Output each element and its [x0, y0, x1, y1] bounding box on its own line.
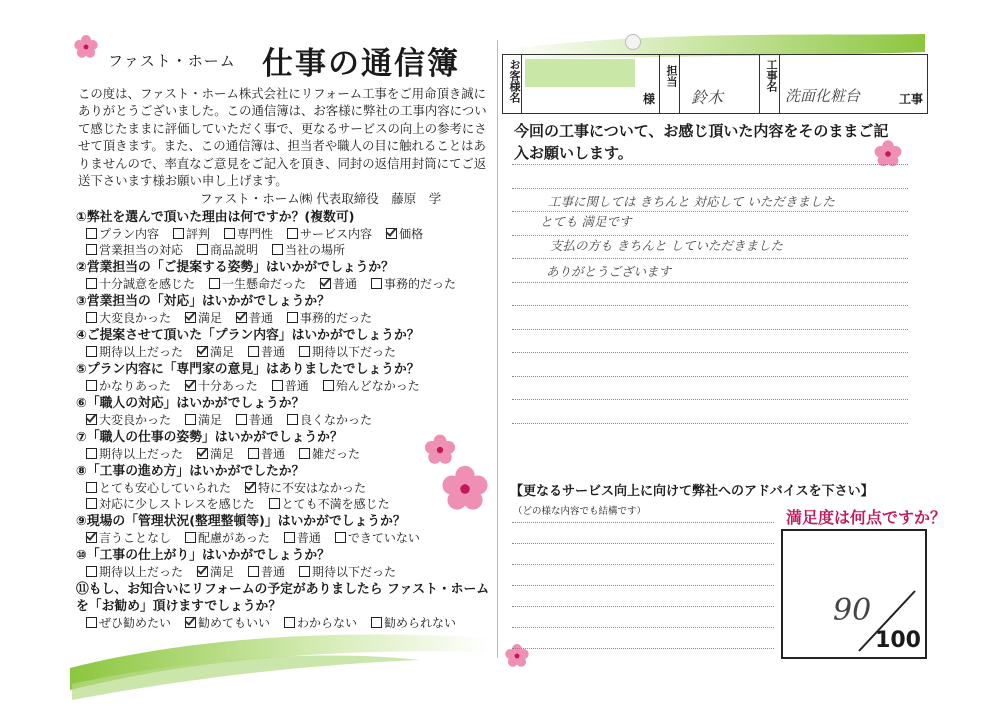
question	[76, 395, 496, 428]
answer-option-label: 期待以下だった	[312, 565, 397, 579]
answer-option[interactable]	[269, 496, 390, 512]
question-options	[76, 564, 496, 580]
answer-option-label: 殆んどなかった	[335, 379, 420, 393]
customer-label: お客様名	[508, 59, 521, 103]
answer-option-label: 期待以上だった	[99, 447, 184, 461]
answer-option-label: 評判	[186, 227, 211, 241]
ruled-line	[512, 564, 774, 565]
answer-option-label: 商品説明	[210, 243, 259, 257]
question-options	[76, 378, 496, 394]
answer-option[interactable]	[236, 310, 273, 326]
answer-option[interactable]	[323, 378, 420, 394]
tanto-value: 鈴木	[691, 88, 724, 107]
checkbox-icon[interactable]	[86, 482, 97, 493]
answer-option-label: 普通	[261, 447, 286, 461]
answer-option[interactable]	[299, 564, 396, 580]
checkbox-icon[interactable]	[224, 228, 235, 239]
checked-checkbox-icon[interactable]	[185, 617, 196, 628]
checkbox-icon[interactable]	[287, 414, 298, 425]
question-text: ④ご提案させて頂いた「プラン内容」はいかがでしょうか？	[76, 328, 420, 343]
answer-option[interactable]	[185, 412, 222, 428]
checkbox-icon[interactable]	[197, 244, 208, 255]
question	[76, 361, 496, 394]
ruled-line	[512, 423, 908, 424]
ruled-line	[512, 376, 908, 377]
answer-option[interactable]	[272, 242, 345, 258]
answer-option-label: 勧められない	[384, 616, 457, 630]
impression-prompt: 今回の工事について、お感じ頂いた内容をそのままご記入お願いします。	[514, 122, 889, 162]
checkbox-icon[interactable]	[173, 228, 184, 239]
question-text: ⑤プラン内容に「専門家の意見」はありましたでしょうか？	[76, 362, 420, 377]
handwritten-line-1: 工事に関しては きちんと 対応して いただきました	[548, 194, 835, 209]
question-options	[76, 412, 496, 428]
ruled-line	[512, 399, 908, 400]
score-question: 満足度は何点ですか？	[786, 508, 947, 527]
answer-option[interactable]	[299, 344, 396, 360]
intro-text: この度は、ファスト・ホーム株式会社にリフォーム工事をご用命頂き誠にありがとうございました。この通信簿は、お客様に弊社の工事内容について感じたままに評価していただく事で、更なるサービスの向上の参考にさせて頂きます。また、この通信簿は、担当者や職人の目に触れることはありませんので、率直なご意見をご記入を頂き、同封の返信用封筒にてご返送下さいます様お願い申し上げます。	[78, 86, 487, 189]
answer-option[interactable]	[173, 226, 210, 242]
answer-option[interactable]	[335, 530, 420, 546]
answer-option[interactable]	[185, 530, 270, 546]
checkbox-icon[interactable]	[86, 278, 97, 289]
checkbox-icon[interactable]	[371, 278, 382, 289]
answer-option-label: 普通	[261, 345, 286, 359]
answer-option[interactable]	[185, 615, 270, 631]
answer-option[interactable]	[248, 344, 285, 360]
checkbox-icon[interactable]	[86, 498, 97, 509]
answer-option-label: 大変良かった	[99, 413, 172, 427]
question-options	[76, 310, 496, 326]
handwritten-line-2: とても 満足です	[540, 214, 632, 229]
checkbox-icon[interactable]	[284, 617, 295, 628]
answer-option-label: とても安心していられた	[99, 481, 232, 495]
checked-checkbox-icon[interactable]	[386, 228, 397, 239]
answer-option-label: 一生懸命だった	[222, 277, 307, 291]
checkbox-icon[interactable]	[248, 346, 259, 357]
question-options	[76, 446, 496, 462]
checkbox-icon[interactable]	[185, 414, 196, 425]
answer-option[interactable]	[248, 564, 285, 580]
ruled-line	[512, 522, 774, 523]
answer-option[interactable]	[86, 412, 171, 428]
checkbox-icon[interactable]	[371, 617, 382, 628]
ruled-line	[512, 585, 774, 586]
question-text: ⑦「職人の仕事の姿勢」はいかがでしょうか？	[76, 430, 343, 445]
answer-option-label: できていない	[347, 531, 420, 545]
answer-option[interactable]	[320, 276, 357, 292]
punch-hole	[625, 34, 641, 50]
checkbox-icon[interactable]	[272, 244, 283, 255]
answer-option[interactable]	[284, 530, 321, 546]
ruled-line	[512, 305, 908, 306]
answer-option-label: 期待以上だった	[99, 345, 184, 359]
answer-option-label: わからない	[297, 616, 358, 630]
checked-checkbox-icon[interactable]	[236, 312, 247, 323]
ruled-line	[512, 188, 908, 189]
handwritten-line-4: ありがとうございます	[546, 264, 672, 279]
answer-option-label: プラン内容	[99, 227, 160, 241]
checkbox-icon[interactable]	[272, 380, 283, 391]
checkbox-icon[interactable]	[86, 380, 97, 391]
answer-option-label: 特に不安はなかった	[258, 481, 367, 495]
answer-option[interactable]	[86, 344, 183, 360]
answer-option[interactable]	[185, 310, 222, 326]
checkbox-icon[interactable]	[269, 498, 280, 509]
tanto-label: 担当	[665, 65, 678, 87]
checkbox-icon[interactable]	[299, 448, 310, 459]
sakura-flower-icon	[503, 642, 531, 670]
score-box	[781, 529, 927, 659]
checked-checkbox-icon[interactable]	[245, 482, 256, 493]
answer-option-label: 普通	[333, 277, 358, 291]
answer-option-label: ぜひ勧めたい	[99, 616, 172, 630]
answer-option[interactable]	[86, 226, 159, 242]
answer-option-label: 満足	[210, 565, 235, 579]
answer-option-label: 十分あった	[197, 379, 258, 393]
answer-option[interactable]	[86, 480, 231, 496]
checked-checkbox-icon[interactable]	[86, 414, 97, 425]
answer-option[interactable]	[86, 446, 183, 462]
checkbox-icon[interactable]	[287, 312, 298, 323]
ruled-line	[512, 282, 908, 283]
answer-option-label: 価格	[399, 227, 424, 241]
customer-info-table	[502, 54, 928, 114]
kouji-suffix: 工事	[898, 92, 923, 106]
answer-option-label: 事務的だった	[300, 311, 373, 325]
answer-option[interactable]	[371, 276, 456, 292]
column-divider	[497, 40, 498, 658]
checkbox-icon[interactable]	[86, 346, 97, 357]
answer-option[interactable]	[284, 615, 357, 631]
checked-checkbox-icon[interactable]	[320, 278, 331, 289]
question-options	[76, 276, 496, 292]
question	[76, 429, 496, 462]
answer-option-label: 普通	[296, 531, 321, 545]
ruled-line	[512, 329, 908, 330]
ruled-line	[512, 352, 908, 353]
question	[76, 209, 496, 258]
answer-option-label: サービス内容	[300, 227, 373, 241]
answer-option[interactable]	[86, 530, 171, 546]
answer-option-label: 当社の場所	[285, 243, 346, 257]
ruled-line	[512, 258, 908, 259]
signature: ファスト・ホーム㈱ 代表取締役 藤原 学	[200, 191, 442, 206]
answer-option-label: 大変良かった	[99, 311, 172, 325]
checkbox-icon[interactable]	[86, 312, 97, 323]
advice-title: 【更なるサービス向上に向けて弊社へのアドバイスを下さい】	[510, 484, 874, 499]
question	[76, 547, 496, 580]
checkbox-icon[interactable]	[209, 278, 220, 289]
question-text: ⑩「工事の仕上がり」はいかがでしょうか？	[76, 548, 330, 563]
question-options	[76, 530, 496, 546]
answer-option[interactable]	[287, 226, 372, 242]
question-options	[76, 226, 496, 258]
answer-option-label: とても不満を感じた	[281, 497, 390, 511]
question	[76, 513, 496, 546]
answer-option-label: 期待以下だった	[312, 345, 397, 359]
customer-name-redacted	[525, 59, 635, 87]
checked-checkbox-icon[interactable]	[197, 566, 208, 577]
checkbox-icon[interactable]	[299, 566, 310, 577]
page-title: 仕事の通信簿	[262, 46, 460, 82]
answer-option-label: 満足	[198, 311, 223, 325]
answer-option-label: 勧めてもいい	[198, 616, 271, 630]
checkbox-icon[interactable]	[284, 532, 295, 543]
advice-subtitle: （どの様な内容でも結構です）	[513, 506, 647, 517]
sakura-flower-icon	[72, 33, 100, 61]
ruled-line	[512, 164, 908, 165]
answer-option[interactable]	[86, 378, 171, 394]
answer-option[interactable]	[371, 615, 456, 631]
answer-option-label: 期待以上だった	[99, 565, 184, 579]
answer-option[interactable]	[86, 496, 255, 512]
answer-option-label: 営業担当の対応	[99, 243, 184, 257]
answer-option[interactable]	[86, 564, 183, 580]
answer-option-label: かなりあった	[99, 379, 171, 393]
checkbox-icon[interactable]	[86, 617, 97, 628]
checkbox-icon[interactable]	[299, 346, 310, 357]
question	[76, 327, 496, 360]
question-text: ①弊社を選んで頂いた理由は何ですか？(複数可)	[76, 210, 355, 225]
answer-option[interactable]	[86, 310, 171, 326]
checked-checkbox-icon[interactable]	[197, 346, 208, 357]
answer-option[interactable]	[224, 226, 273, 242]
score-value: 90	[833, 593, 872, 628]
answer-option[interactable]	[197, 242, 258, 258]
kouji-label: 工事名	[765, 59, 778, 92]
checkbox-icon[interactable]	[86, 244, 97, 255]
answer-option[interactable]	[197, 564, 234, 580]
answer-option[interactable]	[197, 446, 234, 462]
checkbox-icon[interactable]	[86, 448, 97, 459]
kouji-value: 洗面化粧台	[785, 87, 861, 105]
question-text: ⑪もし、お知合いにリフォームの予定がありましたら ファスト・ホームを「お勧め」頂けますでしょうか？	[76, 582, 490, 614]
question-options	[76, 615, 496, 631]
checkbox-icon[interactable]	[248, 566, 259, 577]
checkbox-icon[interactable]	[86, 566, 97, 577]
answer-option-label: 言うことなし	[99, 531, 172, 545]
question	[76, 293, 496, 326]
checked-checkbox-icon[interactable]	[185, 312, 196, 323]
brand-name: ファスト・ホーム	[108, 52, 236, 70]
question-options	[76, 344, 496, 360]
ruled-line	[512, 543, 774, 544]
answer-option-label: 配慮があった	[198, 531, 270, 545]
checkbox-icon[interactable]	[248, 448, 259, 459]
answer-option[interactable]	[287, 412, 372, 428]
answer-option[interactable]	[245, 480, 366, 496]
answer-option-label: 普通	[249, 413, 274, 427]
answer-option[interactable]	[209, 276, 306, 292]
ruled-line	[512, 606, 774, 607]
sama-suffix: 様	[642, 92, 655, 106]
answer-option[interactable]	[86, 276, 195, 292]
question-options	[76, 480, 496, 512]
question-text: ⑥「職人の対応」はいかがでしょうか？	[76, 396, 305, 411]
answer-option-label: 普通	[261, 565, 286, 579]
answer-option-label: 満足	[210, 447, 235, 461]
answer-option-label: 対応に少しストレスを感じた	[99, 497, 255, 511]
question	[76, 463, 496, 512]
answer-option[interactable]	[86, 615, 171, 631]
answer-option[interactable]	[248, 446, 285, 462]
answer-option[interactable]	[185, 378, 258, 394]
answer-option[interactable]	[386, 226, 423, 242]
answer-option[interactable]	[236, 412, 273, 428]
answer-option-label: 普通	[249, 311, 274, 325]
checkbox-icon[interactable]	[323, 380, 334, 391]
answer-option[interactable]	[272, 378, 309, 394]
answer-option-label: 満足	[198, 413, 223, 427]
handwritten-line-3: 支払の方も きちんと していただきました	[550, 238, 783, 253]
answer-option-label: 雑だった	[312, 447, 361, 461]
checkbox-icon[interactable]	[86, 228, 97, 239]
checked-checkbox-icon[interactable]	[185, 380, 196, 391]
answer-option-label: 十分誠意を感じた	[99, 277, 196, 291]
answer-option[interactable]	[86, 242, 183, 258]
answer-option-label: 満足	[210, 345, 235, 359]
checkbox-icon[interactable]	[287, 228, 298, 239]
checkbox-icon[interactable]	[236, 414, 247, 425]
question	[76, 581, 496, 631]
question-text: ⑧「工事の進め方」はいかがでしたか？	[76, 464, 305, 479]
answer-option-label: 事務的だった	[384, 277, 457, 291]
questionnaire	[76, 208, 496, 631]
question	[76, 259, 496, 292]
question-text: ⑨現場の「管理状況(整理整頓等)」はいかがでしょうか？	[76, 514, 406, 529]
answer-option-label: 普通	[284, 379, 309, 393]
score-max: 100	[875, 628, 921, 653]
checked-checkbox-icon[interactable]	[86, 532, 97, 543]
checkbox-icon[interactable]	[335, 532, 346, 543]
question-text: ③営業担当の「対応」はいかがでしょうか？	[76, 294, 330, 309]
checkbox-icon[interactable]	[185, 532, 196, 543]
question-text: ②営業担当の「ご提案する姿勢」はいかがでしょうか？	[76, 260, 394, 275]
ruled-line	[512, 627, 774, 628]
answer-option-label: 良くなかった	[300, 413, 373, 427]
answer-option[interactable]	[287, 310, 372, 326]
answer-option-label: 専門性	[237, 227, 274, 241]
ruled-line	[512, 648, 774, 649]
answer-option[interactable]	[299, 446, 360, 462]
answer-option[interactable]	[197, 344, 234, 360]
checked-checkbox-icon[interactable]	[197, 448, 208, 459]
